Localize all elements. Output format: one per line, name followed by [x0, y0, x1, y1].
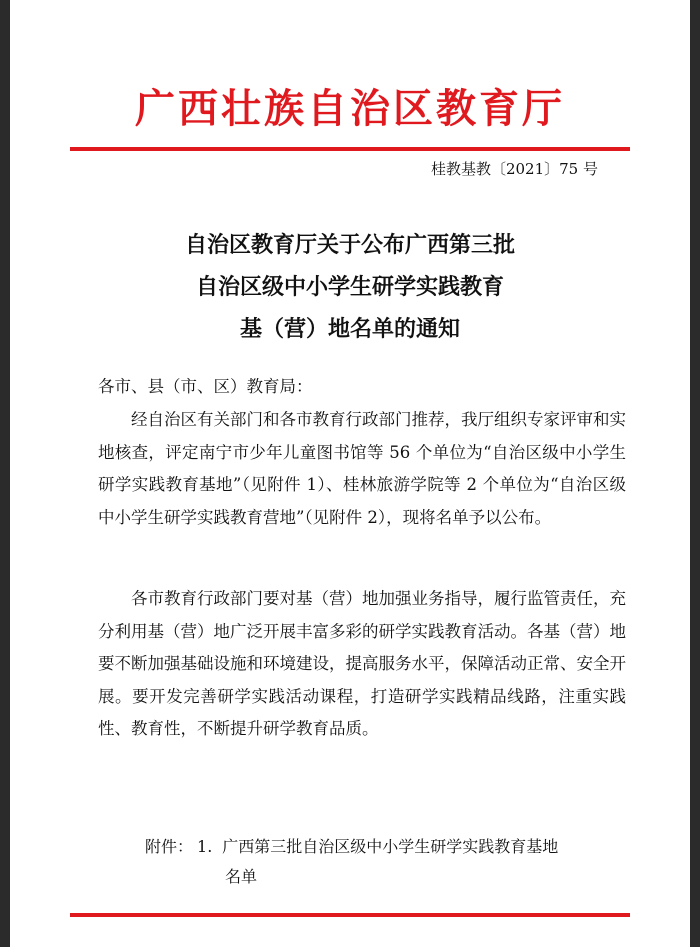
notice-title-line-1: 自治区教育厅关于公布广西第三批	[184, 232, 515, 258]
document-page	[10, 0, 690, 947]
attachment-list	[145, 832, 625, 892]
attachment-item-number: 1.	[197, 837, 213, 856]
header-red-rule	[70, 147, 630, 151]
notice-title-line-2: 自治区级中小学生研学实践教育	[195, 274, 504, 300]
attachment-item-1	[145, 832, 625, 862]
attachment-label: 附件：	[145, 837, 194, 856]
right-scan-edge	[690, 0, 700, 947]
footer-red-rule	[70, 913, 630, 917]
attachment-item-text-continued: 名单	[225, 867, 258, 886]
left-scan-edge	[0, 0, 10, 947]
notice-title-line-3: 基（营）地名单的通知	[239, 316, 460, 342]
body-paragraph-2: 各市教育行政部门要对基（营）地加强业务指导，履行监管责任，充分利用基（营）地广泛开展丰富多彩的研学实践教育活动。各基（营）地要不断加强基础设施和环境建设，提高服务水平，保障活动正常、安全开展。要开发完善研学实践活动课程，打造研学实践精品线路，注重实践性、教育性，不断提升研学教育品质。	[98, 589, 626, 738]
body-paragraph-1: 经自治区有关部门和各市教育行政部门推荐，我厅组织专家评审和实地核查，评定南宁市少年儿童图书馆等 56 个单位为“自治区级中小学生研学实践教育基地”（见附件 1）、桂林旅游学院等 2 个单位为“自治区级中小学生研学实践教育营地”（见附件 2），现将名单予以公布。	[98, 410, 626, 527]
notice-title	[10, 224, 690, 350]
salutation: 各市、县（市、区）教育局：	[98, 377, 313, 396]
issuing-authority-title: 广西壮族自治区教育厅	[135, 85, 565, 132]
document-number: 桂教基教〔2021〕75 号	[430, 160, 598, 178]
attachment-item-text: 广西第三批自治区级中小学生研学实践教育基地	[222, 837, 559, 856]
